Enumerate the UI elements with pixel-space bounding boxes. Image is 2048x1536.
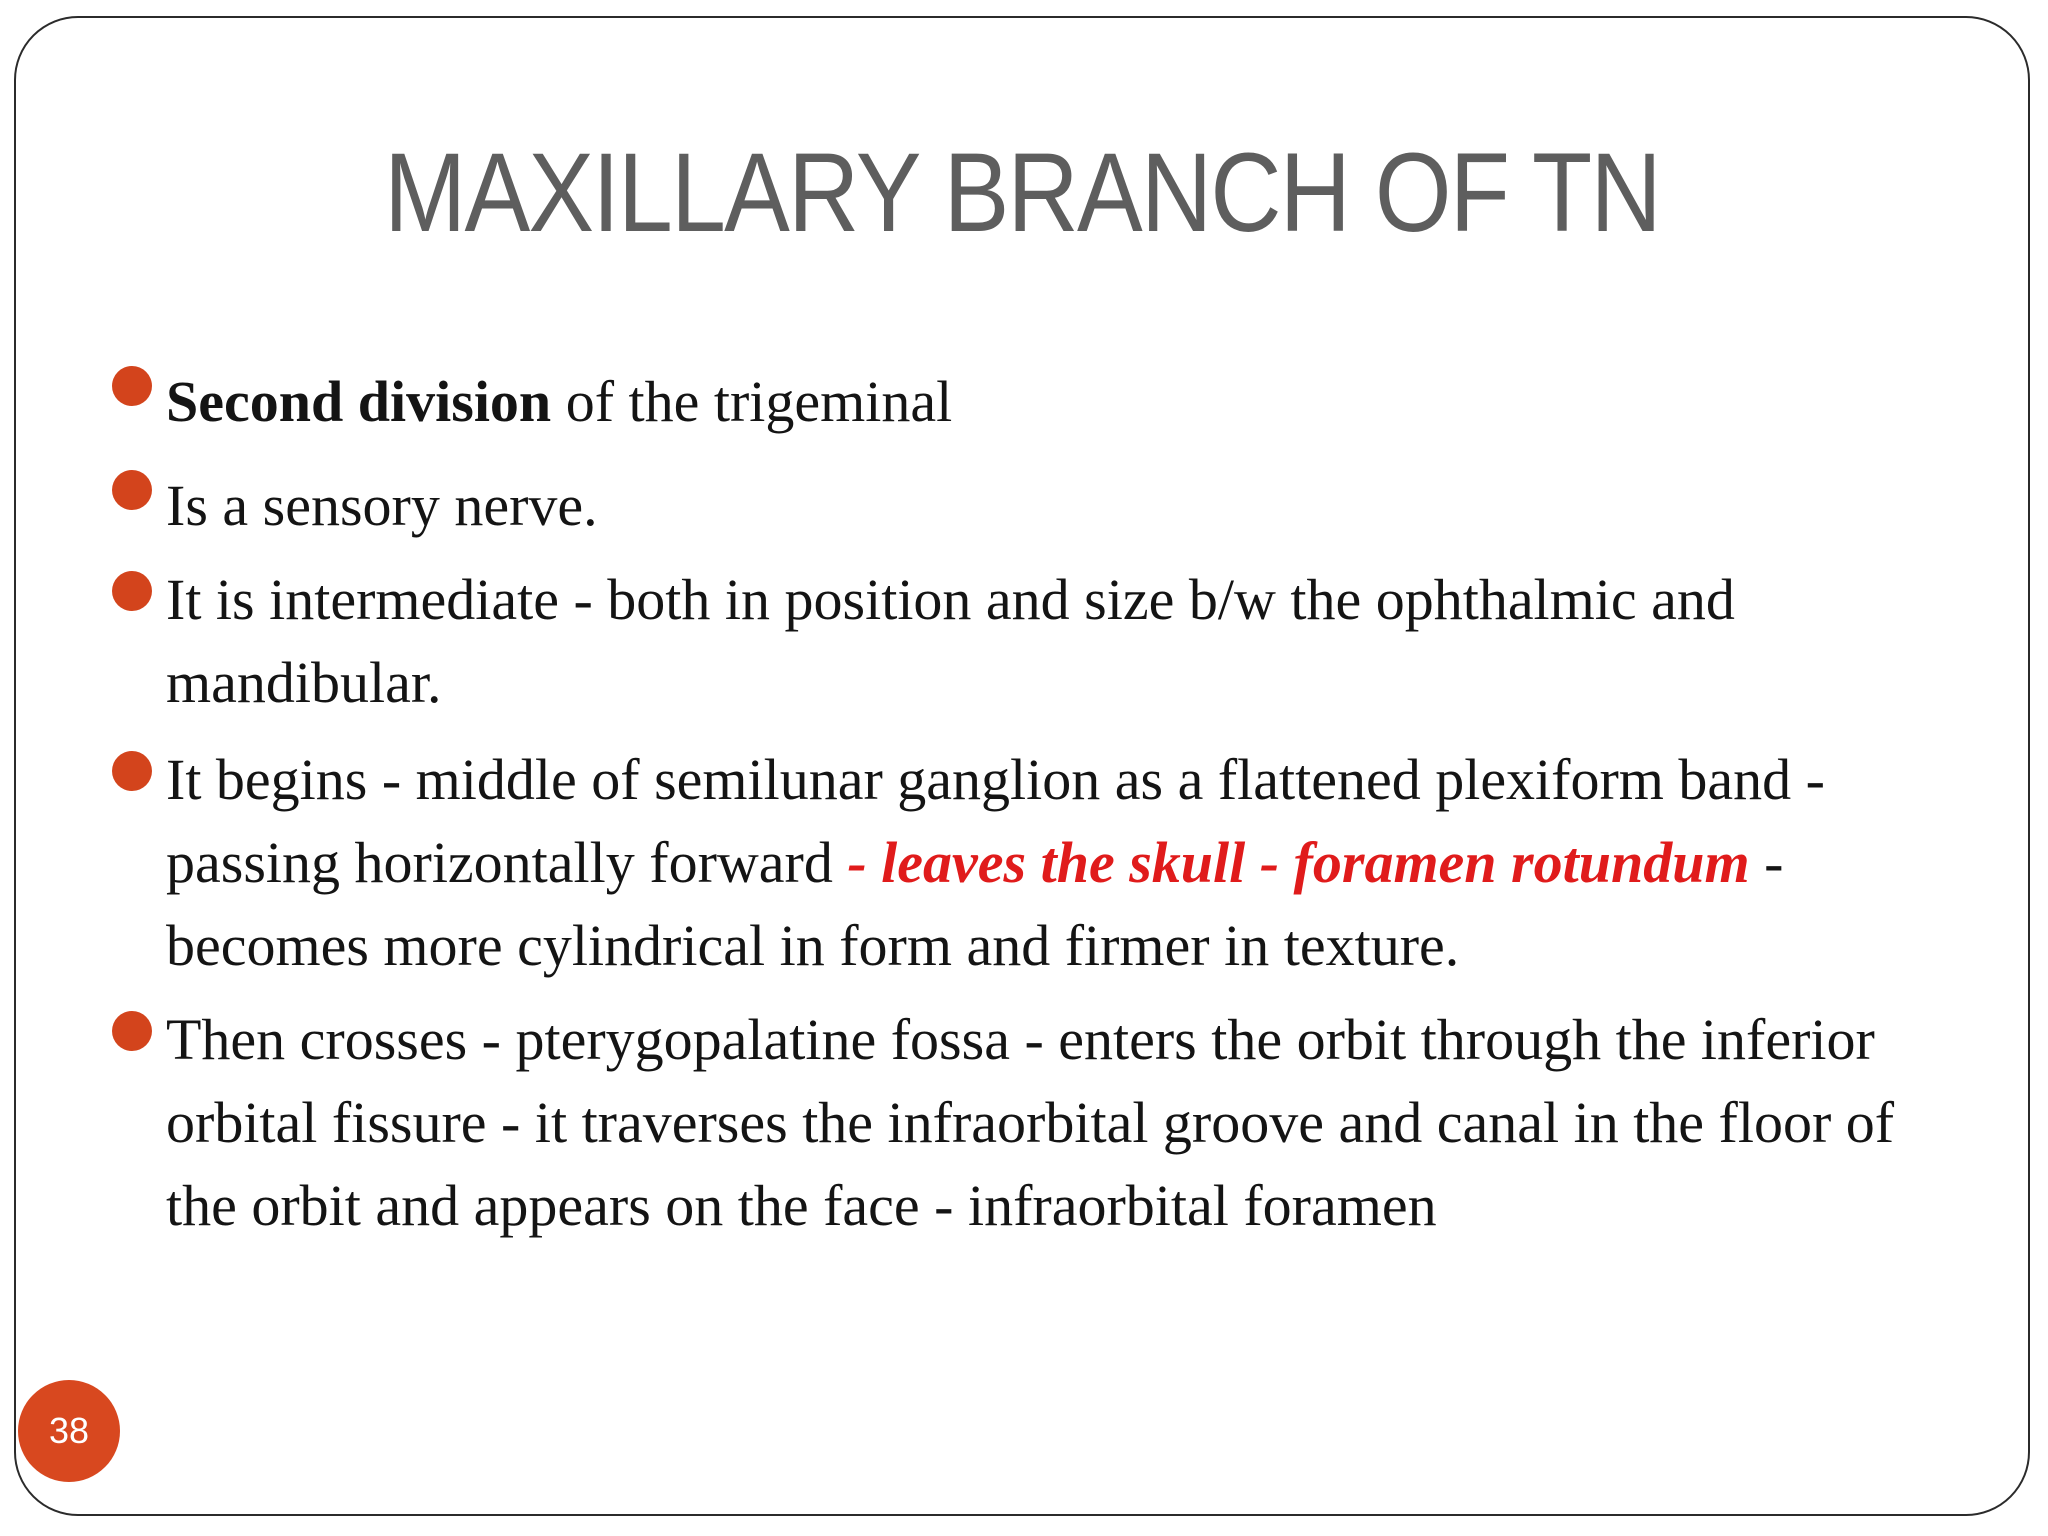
bullet-text: Is a sensory nerve. (166, 473, 598, 538)
page-number-badge: 38 (18, 1380, 120, 1482)
bullet-text: - becomes more cylindrical in form and firmer in texture. (166, 830, 1784, 978)
slide (14, 16, 2030, 1516)
bullet-highlight-text: - leaves the skull - foramen rotundum (847, 830, 1750, 895)
bullet-text: of the trigeminal (551, 369, 953, 434)
bullet-list (16, 18, 2028, 1514)
bullet-item (166, 558, 1966, 724)
bullet-text: It begins - middle of semilunar ganglion as a flattened plexiform band - passing horizontally forward (166, 747, 1825, 895)
bullet-text: It is intermediate - both in position and size b/w the ophthalmic and mandibular. (166, 567, 1735, 715)
bullet-dot-icon (112, 366, 152, 406)
bullet-item (166, 464, 1966, 547)
bullet-item (166, 360, 1966, 443)
bullet-dot-icon (112, 571, 152, 611)
bullet-dot-icon (112, 1011, 152, 1051)
bullet-item (166, 738, 1966, 987)
bullet-item (166, 998, 1966, 1247)
bullet-bold-text: Second division (166, 369, 552, 434)
bullet-dot-icon (112, 470, 152, 510)
bullet-text: Then crosses - pterygopalatine fossa - enters the orbit through the inferior orbital fissure - it traverses the infraorbital groove and canal in the floor of the orbit and appears on the face - infraorbital foramen (166, 1007, 1895, 1238)
slide-title: MAXILLARY BRANCH OF TN (384, 130, 1660, 255)
bullet-dot-icon (112, 751, 152, 791)
